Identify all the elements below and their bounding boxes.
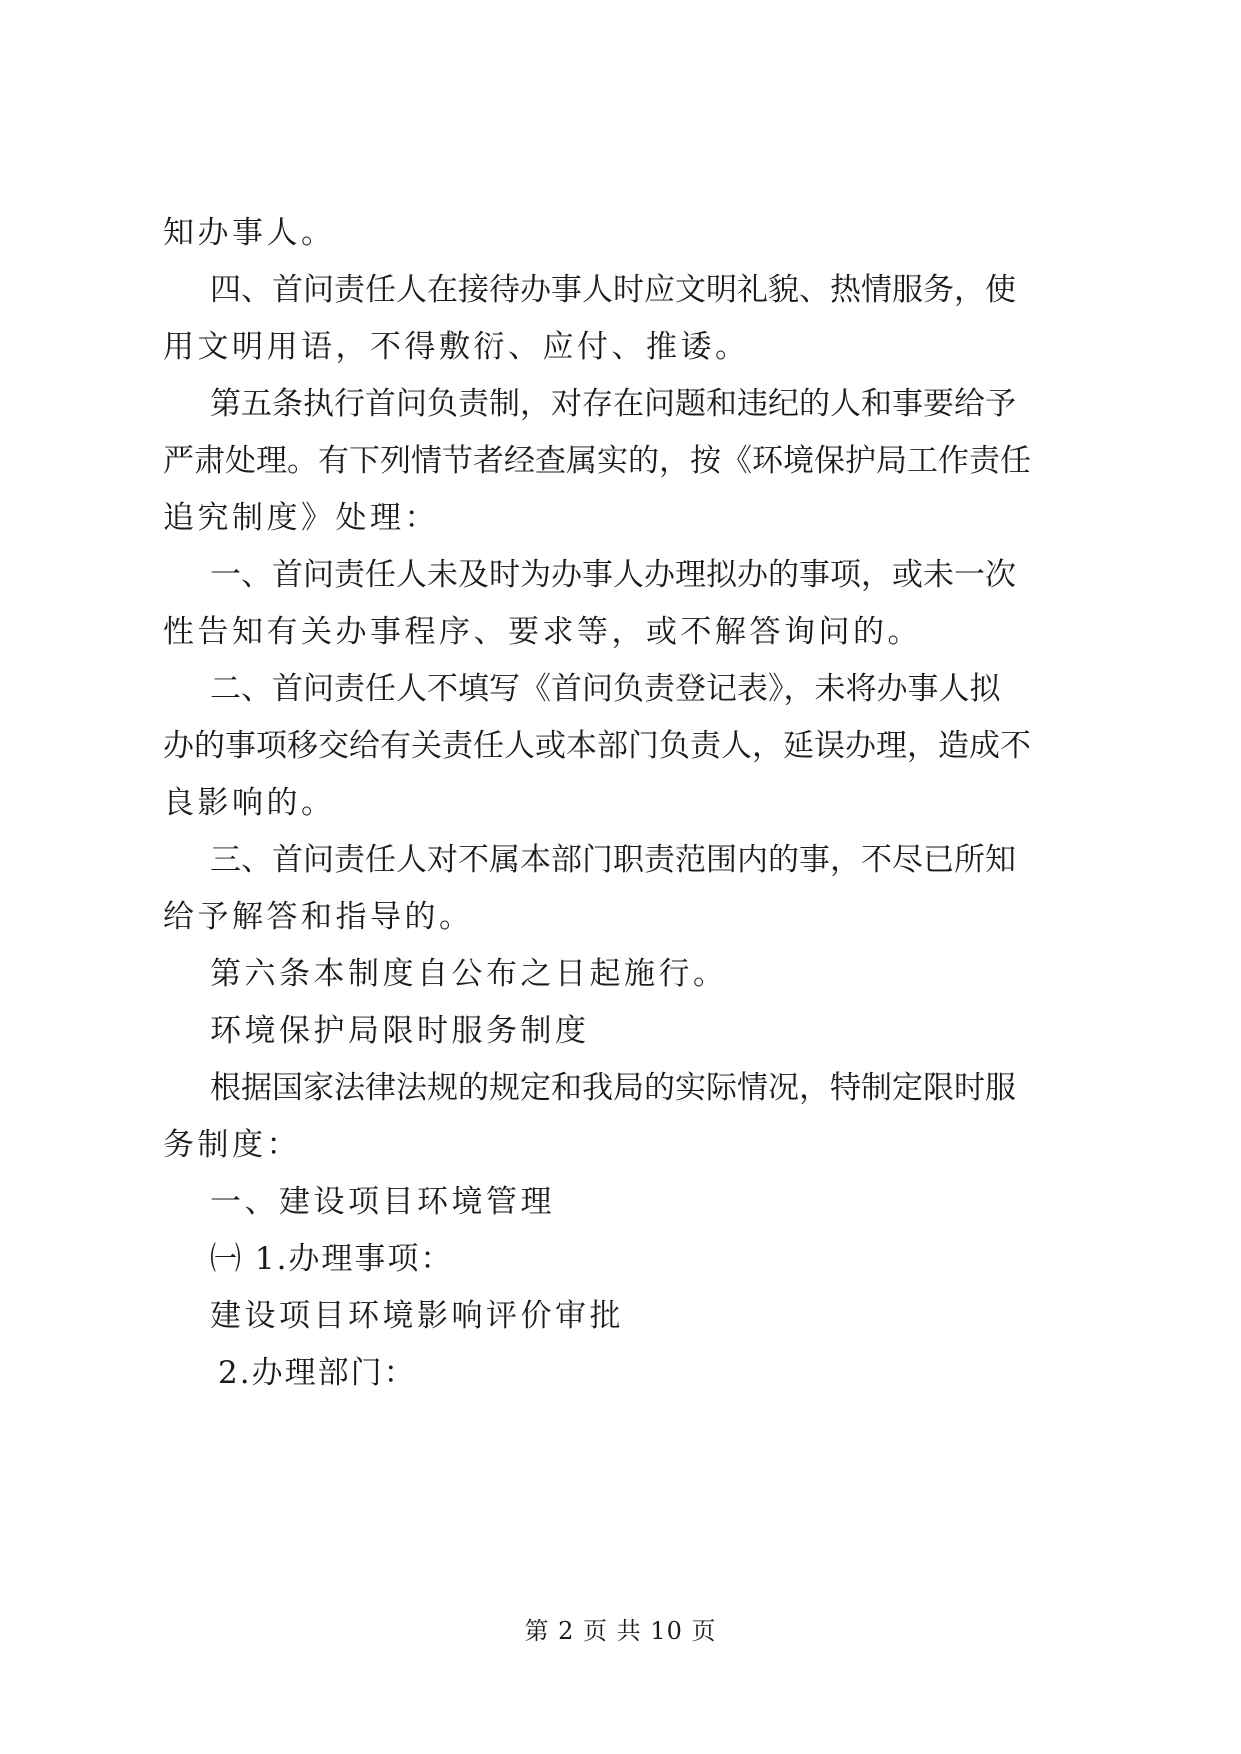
text-line: ㈠ 1.办理事项： xyxy=(210,1241,454,1277)
page-number-footer: 第 2 页 共 10 页 xyxy=(524,1617,717,1645)
section-heading: 环境保护局限时服务制度 xyxy=(210,1013,590,1049)
text-line: 根据国家法律法规的规定和我局的实际情况，特制定限时服 xyxy=(210,1070,1016,1106)
text-line: 三、首问责任人对不属本部门职责范围内的事，不尽已所知 xyxy=(210,842,1016,878)
text-line: 一、首问责任人未及时为办事人办理拟办的事项，或未一次 xyxy=(210,557,1016,593)
text-line: 追究制度》处理： xyxy=(163,500,439,536)
text-line: 四、首问责任人在接待办事人时应文明礼貌、热情服务，使 xyxy=(210,272,1016,308)
text-line: 一、建设项目环境管理 xyxy=(210,1184,555,1220)
text-line: 给予解答和指导的。 xyxy=(163,899,474,935)
text-line: 知办事人。 xyxy=(163,215,336,251)
text-line: 2.办理部门： xyxy=(218,1355,417,1391)
text-line: 良影响的。 xyxy=(163,785,336,821)
text-line: 建设项目环境影响评价审批 xyxy=(210,1298,624,1334)
text-line: 用文明用语，不得敷衍、应付、推诿。 xyxy=(163,329,750,365)
text-line: 性告知有关办事程序、要求等，或不解答询问的。 xyxy=(163,614,922,650)
text-line: 第六条本制度自公布之日起施行。 xyxy=(210,956,728,992)
text-line: 办的事项移交给有关责任人或本部门负责人，延误办理，造成不 xyxy=(163,728,1031,764)
text-line: 二、首问责任人不填写《首问负责登记表》，未将办事人拟 xyxy=(210,671,1001,707)
text-line: 严肃处理。有下列情节者经查属实的，按《环境保护局工作责任 xyxy=(163,443,1031,479)
text-line: 务制度： xyxy=(163,1127,301,1163)
text-line: 第五条执行首问负责制，对存在问题和违纪的人和事要给予 xyxy=(210,386,1016,422)
